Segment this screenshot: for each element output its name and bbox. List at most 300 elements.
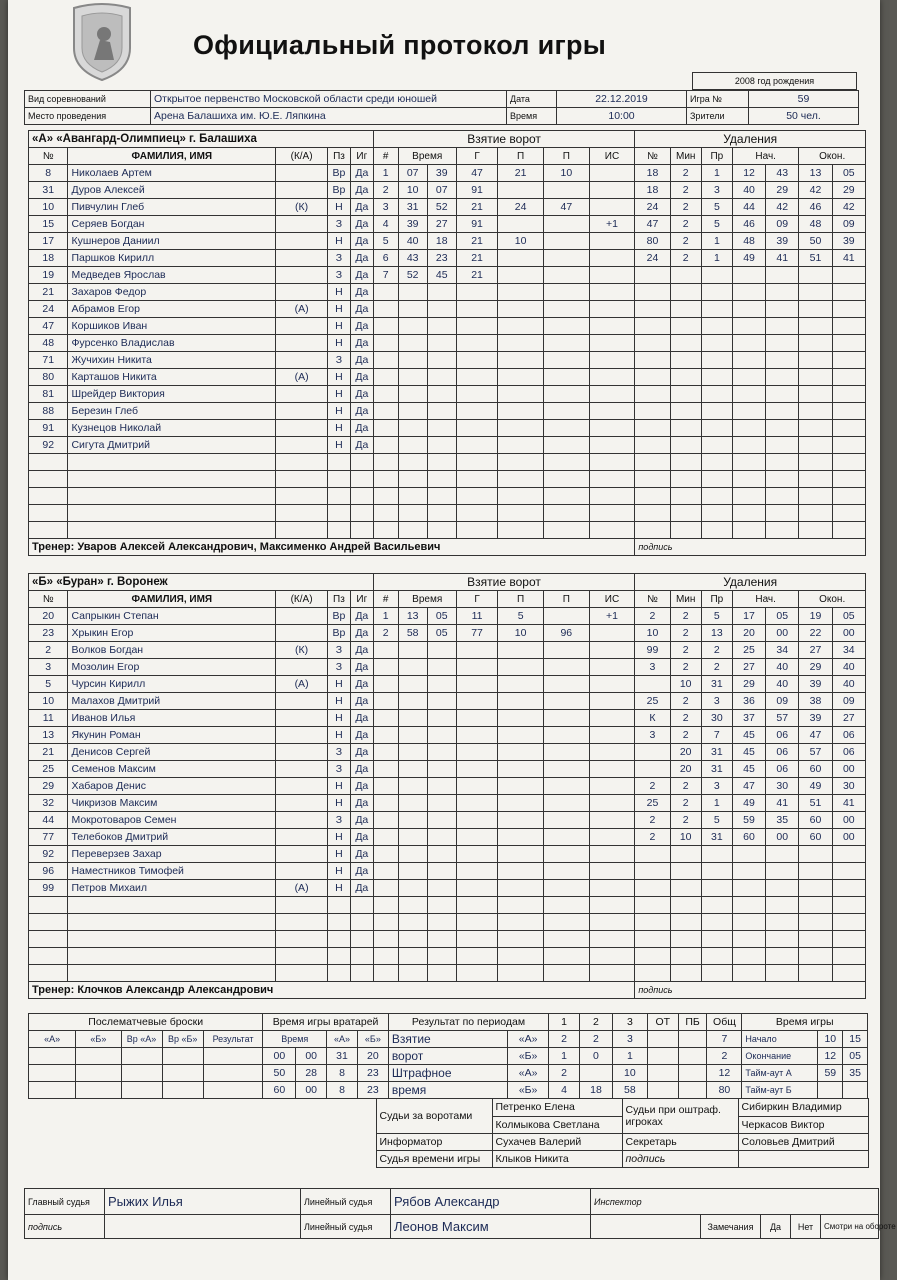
pen-start-sec: 40 <box>766 659 799 676</box>
player-position: З <box>328 352 351 369</box>
empty-cell <box>29 1048 76 1065</box>
empty-cell <box>398 386 427 403</box>
empty-cell <box>589 301 635 318</box>
goal-situation <box>589 199 635 216</box>
empty-cell <box>162 1082 203 1099</box>
date-value: 22.12.2019 <box>557 91 687 108</box>
pen-end-min: 27 <box>799 642 832 659</box>
period-col: ПБ <box>678 1014 707 1031</box>
empty-cell <box>799 369 832 386</box>
col-number: № <box>29 591 68 608</box>
empty-cell <box>373 284 398 301</box>
empty-cell <box>589 522 635 539</box>
empty-cell <box>427 642 456 659</box>
gk-time-header: Время игры вратарей <box>263 1014 388 1031</box>
goal-situation: +1 <box>589 216 635 233</box>
empty-cell <box>456 761 498 778</box>
empty-cell <box>543 897 589 914</box>
goal-situation <box>589 250 635 267</box>
empty-cell <box>766 863 799 880</box>
pen-end-min: 22 <box>799 625 832 642</box>
spectators-value: 50 чел. <box>749 108 859 125</box>
empty-cell <box>29 522 68 539</box>
pen-end-min: 19 <box>799 608 832 625</box>
pen-reason: 3 <box>701 182 732 199</box>
empty-cell <box>498 676 544 693</box>
table-row <box>29 420 866 437</box>
empty-cell <box>398 829 427 846</box>
pen-reason: 13 <box>701 625 732 642</box>
penalties-header: Удаления <box>635 574 866 591</box>
table-row <box>29 642 866 659</box>
player-number: 18 <box>29 250 68 267</box>
player-number: 10 <box>29 693 68 710</box>
empty-cell <box>498 710 544 727</box>
pen-end-min: 51 <box>799 795 832 812</box>
empty-cell <box>456 744 498 761</box>
player-position: З <box>328 812 351 829</box>
player-position: З <box>328 761 351 778</box>
empty-cell <box>427 693 456 710</box>
pen-reason: 5 <box>701 812 732 829</box>
table-row <box>29 761 866 778</box>
goal-min: 43 <box>398 250 427 267</box>
empty-cell <box>543 812 589 829</box>
pen-start-min: 45 <box>732 744 765 761</box>
empty-cell <box>203 1065 263 1082</box>
empty-cell <box>398 488 427 505</box>
empty-cell <box>456 284 498 301</box>
player-number: 81 <box>29 386 68 403</box>
player-name: Иванов Илья <box>68 710 276 727</box>
result-cell: 2 <box>707 1048 742 1065</box>
result-cell <box>678 1031 707 1048</box>
pen-min: 2 <box>670 625 701 642</box>
shootout-col: «Б» <box>76 1031 121 1048</box>
table-row <box>29 846 866 863</box>
informer-label: Информатор <box>376 1134 492 1151</box>
empty-cell <box>373 335 398 352</box>
shootout-col: Результат <box>203 1031 263 1048</box>
player-name: Сигута Дмитрий <box>68 437 276 454</box>
empty-cell <box>635 267 670 284</box>
pen-start-min: 12 <box>732 165 765 182</box>
empty-cell <box>589 505 635 522</box>
empty-cell <box>589 795 635 812</box>
col-assist1: П <box>498 591 544 608</box>
pen-end-min: 48 <box>799 216 832 233</box>
pen-end-sec: 09 <box>832 216 865 233</box>
player-number: 92 <box>29 846 68 863</box>
pen-number: 3 <box>635 659 670 676</box>
player-position: Вр <box>328 182 351 199</box>
player-name: Жучихин Никита <box>68 352 276 369</box>
empty-cell <box>427 659 456 676</box>
empty-cell <box>543 761 589 778</box>
pen-start-sec: 39 <box>766 233 799 250</box>
empty-cell <box>68 471 276 488</box>
table-row <box>29 352 866 369</box>
empty-cell <box>373 846 398 863</box>
player-played: Да <box>350 284 373 301</box>
empty-cell <box>799 420 832 437</box>
player-position: Н <box>328 420 351 437</box>
goal-scorer: 21 <box>456 267 498 284</box>
table-row <box>29 795 866 812</box>
col-assist2: П <box>543 148 589 165</box>
birth-year: 2008 год рождения <box>693 73 857 90</box>
table-row <box>29 965 866 982</box>
player-position: Н <box>328 437 351 454</box>
player-name: Пивчулин Глеб <box>68 199 276 216</box>
empty-cell <box>670 454 701 471</box>
info-table <box>24 90 859 125</box>
empty-cell <box>732 471 765 488</box>
player-role: (А) <box>276 369 328 386</box>
empty-cell <box>68 522 276 539</box>
empty-cell <box>832 948 865 965</box>
team-name: «Б» «Буран» г. Воронеж <box>29 574 374 591</box>
goal-sec: 27 <box>427 216 456 233</box>
empty-cell <box>701 931 732 948</box>
result-cell: 18 <box>580 1082 613 1099</box>
pen-min: 2 <box>670 233 701 250</box>
empty-cell <box>328 931 351 948</box>
empty-cell <box>543 301 589 318</box>
result-label: время <box>388 1082 507 1099</box>
player-position: Н <box>328 727 351 744</box>
player-played: Да <box>350 846 373 863</box>
goal-situation <box>589 267 635 284</box>
player-number: 24 <box>29 301 68 318</box>
player-name: Серяев Богдан <box>68 216 276 233</box>
pen-end-sec: 27 <box>832 710 865 727</box>
empty-cell <box>373 710 398 727</box>
pen-reason: 1 <box>701 250 732 267</box>
empty-cell <box>398 676 427 693</box>
pen-start-min: 27 <box>732 659 765 676</box>
empty-cell <box>589 761 635 778</box>
pen-end-sec: 39 <box>832 233 865 250</box>
goal-sec: 07 <box>427 182 456 199</box>
empty-cell <box>543 454 589 471</box>
table-row <box>29 216 866 233</box>
table-row <box>29 488 866 505</box>
pen-start-min: 44 <box>732 199 765 216</box>
empty-cell <box>635 301 670 318</box>
pen-min: 2 <box>670 250 701 267</box>
empty-cell <box>68 914 276 931</box>
player-position: З <box>328 250 351 267</box>
empty-cell <box>398 659 427 676</box>
empty-cell <box>799 488 832 505</box>
pen-reason: 31 <box>701 829 732 846</box>
empty-cell <box>350 931 373 948</box>
pen-start-sec: 05 <box>766 608 799 625</box>
player-role <box>276 284 328 301</box>
player-name: Телебоков Дмитрий <box>68 829 276 846</box>
player-number: 2 <box>29 642 68 659</box>
empty-cell <box>635 386 670 403</box>
pen-start-min: 20 <box>732 625 765 642</box>
pen-start-min: 25 <box>732 642 765 659</box>
goal-min: 31 <box>398 199 427 216</box>
player-name: Шрейдер Виктория <box>68 386 276 403</box>
empty-cell <box>670 488 701 505</box>
pen-number <box>635 676 670 693</box>
empty-cell <box>456 437 498 454</box>
col-pen-end: Окон. <box>799 148 866 165</box>
empty-cell <box>427 795 456 812</box>
empty-cell <box>635 318 670 335</box>
judges-table <box>28 1098 869 1168</box>
goal-situation: +1 <box>589 608 635 625</box>
pen-reason: 2 <box>701 659 732 676</box>
player-role <box>276 233 328 250</box>
empty-cell <box>732 386 765 403</box>
col-pen-start: Нач. <box>732 591 798 608</box>
col-assist1: П <box>498 148 544 165</box>
player-name: Николаев Артем <box>68 165 276 182</box>
empty-cell <box>427 352 456 369</box>
gk-sec: 00 <box>296 1082 327 1099</box>
player-played: Да <box>350 659 373 676</box>
player-name: Волков Богдан <box>68 642 276 659</box>
pen-number: 18 <box>635 182 670 199</box>
pen-reason: 31 <box>701 744 732 761</box>
empty-cell <box>799 403 832 420</box>
player-position: Н <box>328 676 351 693</box>
empty-cell <box>832 505 865 522</box>
empty-cell <box>398 420 427 437</box>
empty-cell <box>589 693 635 710</box>
player-role: (А) <box>276 880 328 897</box>
pen-start-min: 37 <box>732 710 765 727</box>
pen-min: 2 <box>670 778 701 795</box>
empty-cell <box>498 454 544 471</box>
player-played: Да <box>350 625 373 642</box>
empty-cell <box>498 301 544 318</box>
empty-cell <box>670 914 701 931</box>
pen-min: 2 <box>670 642 701 659</box>
empty-cell <box>589 659 635 676</box>
date-label: Дата <box>507 91 557 108</box>
empty-cell <box>766 454 799 471</box>
pen-start-sec: 09 <box>766 216 799 233</box>
empty-cell <box>427 386 456 403</box>
player-position: Н <box>328 301 351 318</box>
pen-start-min: 49 <box>732 795 765 812</box>
empty-cell <box>68 965 276 982</box>
empty-cell <box>670 948 701 965</box>
empty-cell <box>29 1065 76 1082</box>
pen-start-min: 59 <box>732 812 765 829</box>
spectators-label: Зрители <box>687 108 749 125</box>
empty-cell <box>589 710 635 727</box>
empty-cell <box>543 931 589 948</box>
empty-cell <box>498 284 544 301</box>
col-name: ФАМИЛИЯ, ИМЯ <box>68 148 276 165</box>
empty-cell <box>498 727 544 744</box>
player-number: 25 <box>29 761 68 778</box>
empty-cell <box>589 948 635 965</box>
empty-cell <box>543 335 589 352</box>
pen-min: 2 <box>670 608 701 625</box>
table-row <box>29 522 866 539</box>
goal-no: 7 <box>373 267 398 284</box>
table-row <box>29 386 866 403</box>
empty-cell <box>670 386 701 403</box>
table-row <box>29 914 866 931</box>
goal-sec: 39 <box>427 165 456 182</box>
period-col: ОТ <box>647 1014 678 1031</box>
player-number: 32 <box>29 795 68 812</box>
goal-scorer: 21 <box>456 233 498 250</box>
empty-cell <box>766 965 799 982</box>
player-played: Да <box>350 386 373 403</box>
empty-cell <box>635 522 670 539</box>
player-role <box>276 420 328 437</box>
empty-cell <box>328 505 351 522</box>
empty-cell <box>799 335 832 352</box>
timekeeper: Клыков Никита <box>492 1151 622 1168</box>
empty-cell <box>832 267 865 284</box>
player-name: Абрамов Егор <box>68 301 276 318</box>
player-number: 80 <box>29 369 68 386</box>
empty-cell <box>498 897 544 914</box>
empty-cell <box>350 454 373 471</box>
pen-min: 20 <box>670 744 701 761</box>
goal-sec: 18 <box>427 233 456 250</box>
empty-cell <box>732 505 765 522</box>
line-judge-1: Рябов Александр <box>391 1189 591 1215</box>
pen-reason: 31 <box>701 676 732 693</box>
empty-cell <box>732 420 765 437</box>
empty-cell <box>832 863 865 880</box>
player-role: (А) <box>276 676 328 693</box>
empty-cell <box>732 369 765 386</box>
result-cell: 3 <box>612 1031 647 1048</box>
player-number: 10 <box>29 199 68 216</box>
empty-cell <box>670 505 701 522</box>
player-name: Коршиков Иван <box>68 318 276 335</box>
goal-no: 1 <box>373 165 398 182</box>
col-goal-no: # <box>373 148 398 165</box>
empty-cell <box>543 318 589 335</box>
table-row <box>29 403 866 420</box>
empty-cell <box>276 931 328 948</box>
player-role <box>276 437 328 454</box>
player-role <box>276 761 328 778</box>
player-name: Паршков Кирилл <box>68 250 276 267</box>
empty-cell <box>456 897 498 914</box>
penalties-header: Удаления <box>635 131 866 148</box>
player-number: 29 <box>29 778 68 795</box>
player-role <box>276 863 328 880</box>
empty-cell <box>543 471 589 488</box>
pen-end-min: 51 <box>799 250 832 267</box>
empty-cell <box>373 795 398 812</box>
empty-cell <box>589 488 635 505</box>
empty-cell <box>701 471 732 488</box>
pen-start-sec: 00 <box>766 829 799 846</box>
empty-cell <box>276 522 328 539</box>
pen-end-sec: 00 <box>832 812 865 829</box>
empty-cell <box>670 318 701 335</box>
pen-reason: 1 <box>701 795 732 812</box>
gk-min: 00 <box>263 1048 296 1065</box>
col-pen-end: Окон. <box>799 591 866 608</box>
result-label: ворот <box>388 1048 507 1065</box>
empty-cell <box>427 829 456 846</box>
empty-cell <box>589 642 635 659</box>
empty-cell <box>670 863 701 880</box>
gk-min: 60 <box>263 1082 296 1099</box>
pen-end-sec: 40 <box>832 676 865 693</box>
result-cell <box>678 1082 707 1099</box>
pen-start-sec: 06 <box>766 761 799 778</box>
empty-cell <box>832 454 865 471</box>
coach: Тренер: Клочков Александр Александрович <box>29 982 635 999</box>
goal-scorer: 77 <box>456 625 498 642</box>
empty-cell <box>766 931 799 948</box>
player-name: Семенов Максим <box>68 761 276 778</box>
goal-assist2: 96 <box>543 625 589 642</box>
pen-number: 24 <box>635 250 670 267</box>
player-role <box>276 778 328 795</box>
empty-cell <box>427 897 456 914</box>
goal-assist2 <box>543 250 589 267</box>
empty-cell <box>766 897 799 914</box>
empty-cell <box>398 710 427 727</box>
empty-cell <box>427 744 456 761</box>
empty-cell <box>498 420 544 437</box>
empty-cell <box>373 488 398 505</box>
player-number: 23 <box>29 625 68 642</box>
empty-cell <box>589 812 635 829</box>
empty-cell <box>635 880 670 897</box>
table-row <box>29 318 866 335</box>
empty-cell <box>498 659 544 676</box>
player-position: Н <box>328 880 351 897</box>
empty-cell <box>732 965 765 982</box>
empty-cell <box>589 863 635 880</box>
pen-end-sec: 00 <box>832 829 865 846</box>
coach-signature: подпись <box>635 539 866 556</box>
empty-cell <box>832 914 865 931</box>
pen-start-sec: 34 <box>766 642 799 659</box>
empty-cell <box>766 386 799 403</box>
player-position: Н <box>328 199 351 216</box>
col-assist2: П <box>543 591 589 608</box>
empty-cell <box>543 778 589 795</box>
empty-cell <box>635 488 670 505</box>
empty-cell <box>350 965 373 982</box>
result-cell: 2 <box>549 1065 580 1082</box>
player-position: Н <box>328 233 351 250</box>
line-judge-2: Леонов Максим <box>391 1215 591 1239</box>
empty-cell <box>398 352 427 369</box>
empty-cell <box>350 522 373 539</box>
empty-cell <box>76 1048 121 1065</box>
pen-end-min: 60 <box>799 829 832 846</box>
result-cell: 1 <box>549 1048 580 1065</box>
player-played: Да <box>350 761 373 778</box>
pen-min: 2 <box>670 216 701 233</box>
empty-cell <box>456 659 498 676</box>
empty-cell <box>373 880 398 897</box>
empty-cell <box>701 488 732 505</box>
